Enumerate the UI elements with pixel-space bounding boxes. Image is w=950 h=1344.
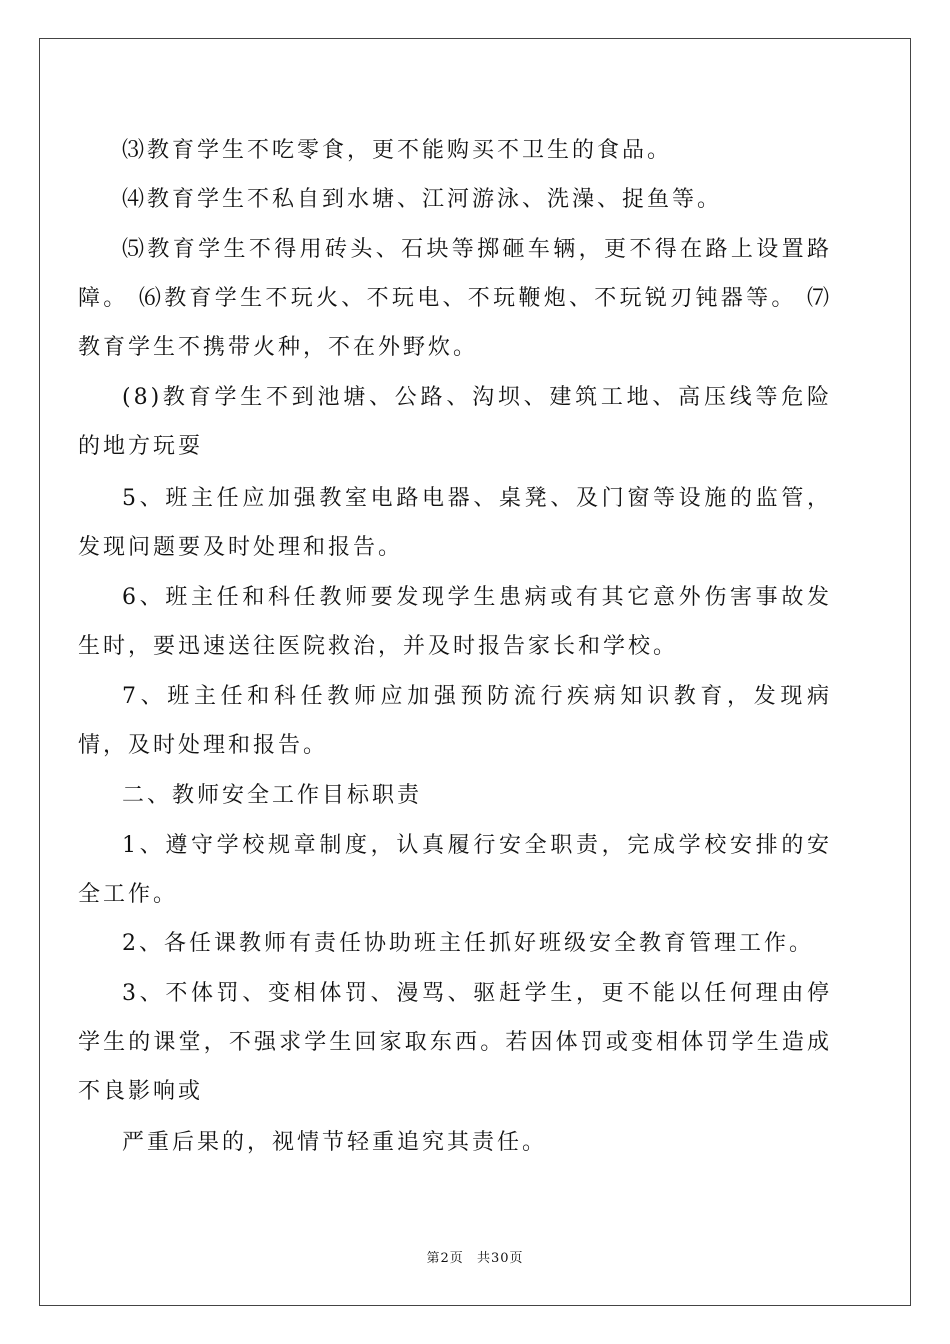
paragraph-9: 2、各任课教师有责任协助班主任抓好班级安全教育管理工作。	[122, 931, 814, 956]
paragraph-11: 严重后果的，视情节轻重追究其责任。	[122, 1130, 548, 1155]
paragraph-1: ⑶教育学生不吃零食，更不能购买不卫生的食品。	[122, 138, 673, 163]
section-heading: 二、教师安全工作目标职责	[122, 783, 423, 808]
paragraph-5: 5、班主任应加强教室电路电器、桌凳、及门窗等设施的监管，发现问题要及时处理和报告。	[78, 486, 832, 560]
paragraph-2: ⑷教育学生不私自到水塘、江河游泳、洗澡、捉鱼等。	[122, 187, 723, 212]
page-footer	[0, 1247, 950, 1266]
paragraph-3: ⑸教育学生不得用砖头、石块等掷砸车辆，更不得在路上设置路障。 ⑹教育学生不玩火、不玩电、不玩鞭炮、不玩锐刃钝器等。 ⑺教育学生不携带火种，不在外野炊。	[78, 237, 832, 360]
paragraph-8: 1、遵守学校规章制度，认真履行安全职责，完成学校安排的安全工作。	[78, 833, 832, 907]
paragraph-4: (8)教育学生不到池塘、公路、沟坝、建筑工地、高压线等危险的地方玩耍	[78, 385, 832, 459]
paragraph-10: 3、不体罚、变相体罚、漫骂、驱赶学生，更不能以任何理由停学生的课堂，不强求学生回家取东西。若因体罚或变相体罚学生造成不良影响或	[78, 981, 832, 1104]
paragraph-6: 6、班主任和科任教师要发现学生患病或有其它意外伤害事故发生时，要迅速送往医院救治，并及时报告家长和学校。	[78, 585, 832, 659]
page-number: 第2页	[426, 1251, 464, 1266]
paragraph-7: 7、班主任和科任教师应加强预防流行疾病知识教育，发现病情，及时处理和报告。	[78, 684, 832, 758]
page-total: 共30页	[476, 1251, 524, 1266]
